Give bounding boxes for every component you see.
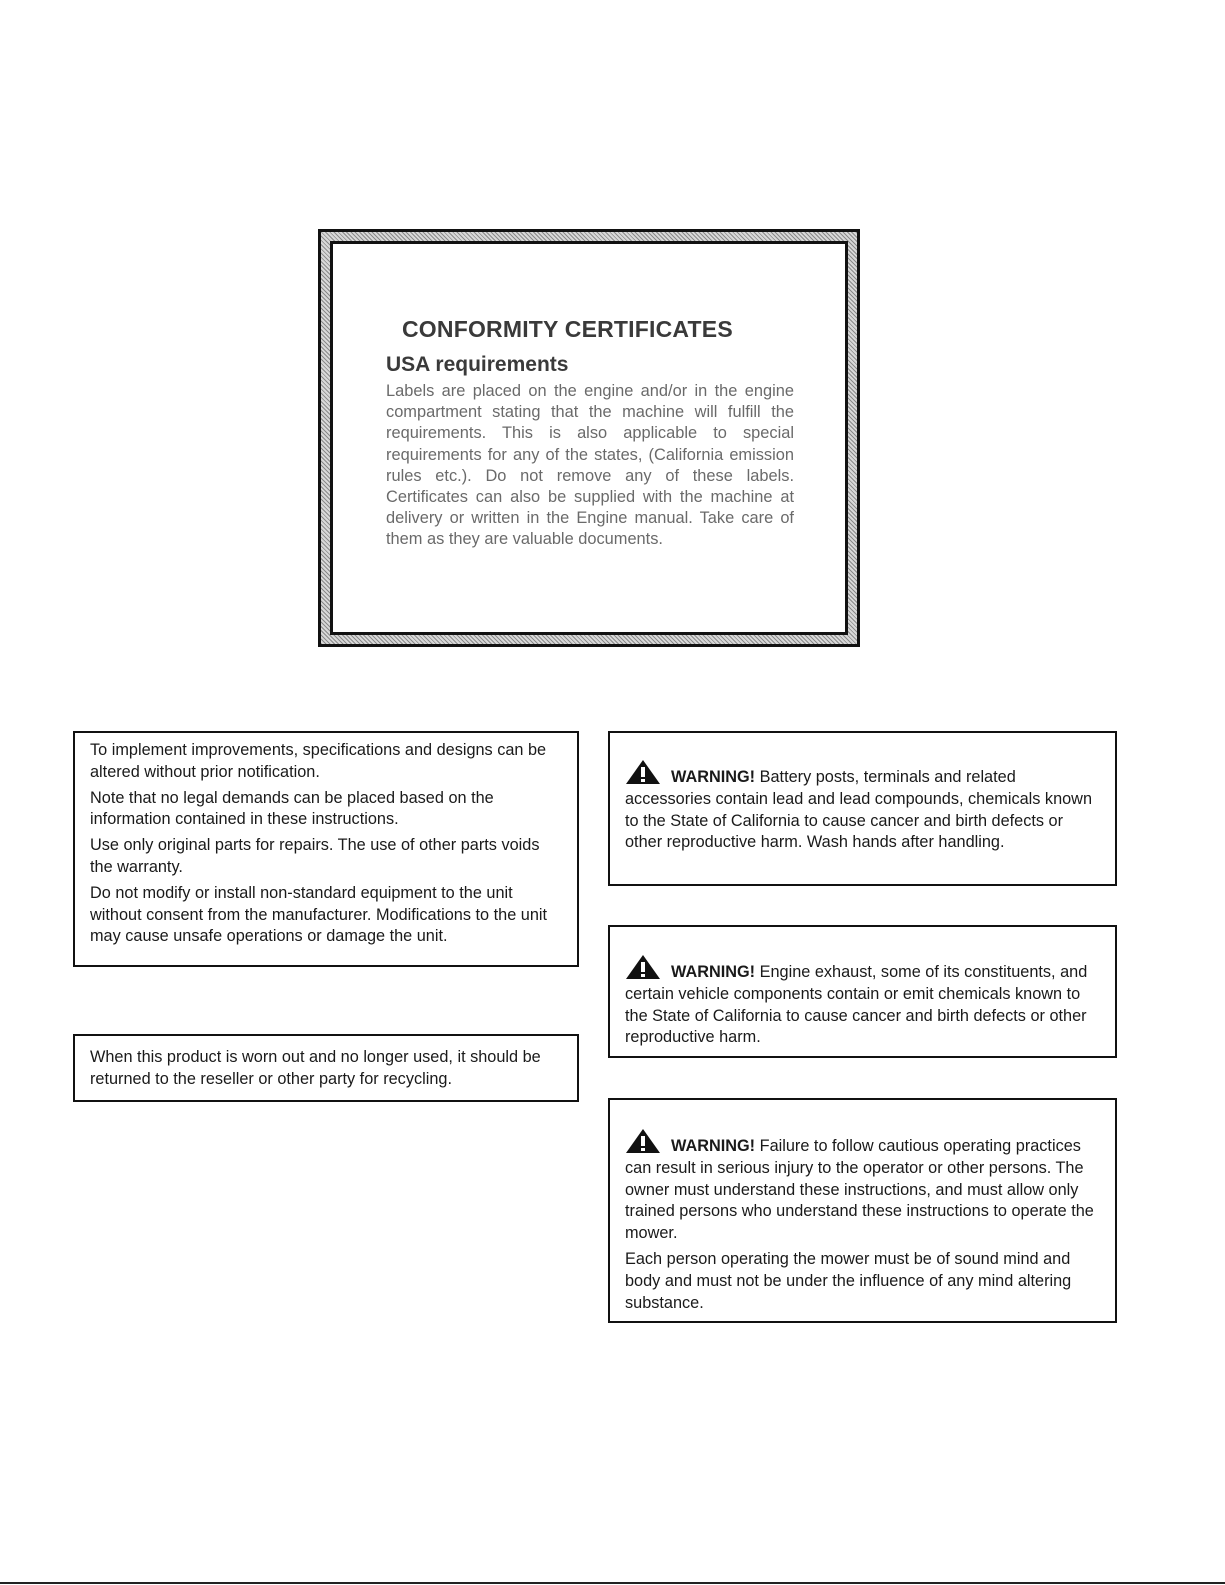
exhaust-warning-box <box>608 925 1117 1058</box>
warning-paragraph <box>625 759 1103 854</box>
certificate-title: CONFORMITY CERTIFICATES <box>402 316 733 342</box>
warning-triangle-icon <box>625 759 661 785</box>
notice-paragraph: Do not modify or install non-standard equipment to the unit without consent from the manufacturer. Modifications to the unit may cause unsafe operations or damage the unit. <box>90 883 548 946</box>
warning-text: Failure to follow cautious operating practices can result in serious injury to the operator or other persons. The owner must understand these instructions, and must allow only trained persons who understand these instructions to operate the mower. <box>625 1137 1094 1243</box>
page-bottom-rule <box>0 1582 1225 1584</box>
warning-label: WARNING! <box>671 768 756 786</box>
warning-extra-paragraph: Each person operating the mower must be of sound mind and body and must not be under the influence of any mind altering substance. <box>625 1249 1072 1312</box>
warning-paragraph <box>625 1128 1103 1245</box>
notice-box <box>73 731 579 967</box>
recycling-box <box>73 1034 579 1102</box>
warning-triangle-icon <box>625 1128 661 1154</box>
notice-paragraph: Use only original parts for repairs. The use of other parts voids the warranty. <box>90 836 540 876</box>
battery-warning-box <box>608 731 1117 886</box>
warning-text: Battery posts, terminals and related accessories contain lead and lead compounds, chemicals known to the State of California to cause cancer and birth defects or other reproductive harm. Wash hands after handling. <box>625 768 1092 852</box>
warning-label: WARNING! <box>671 963 756 981</box>
operating-warning-box <box>608 1098 1117 1323</box>
warning-triangle-icon <box>625 954 661 980</box>
warning-label: WARNING! <box>671 1137 756 1155</box>
notice-paragraph: To implement improvements, specifications and designs can be altered without prior notification. <box>90 741 547 781</box>
certificate-body: Labels are placed on the engine and/or in the engine compartment stating that the machine will fulfill the requirements. This is also applicable to special requirements for any of the states, (California emission rules etc.). Do not remove any of these labels. Certificates can also be supplied with the machine at delivery or written in the Engine manual. Take care of them as they are valuable documents. <box>386 382 794 549</box>
notice-paragraph: Note that no legal demands can be placed based on the information contained in these instructions. <box>90 788 494 829</box>
recycling-text: When this product is worn out and no longer used, it should be returned to the reseller or other party for recycling. <box>90 1048 541 1088</box>
certificate-subtitle: USA requirements <box>386 353 569 376</box>
warning-text: Engine exhaust, some of its constituents, and certain vehicle components contain or emit chemicals known to the State of California to cause cancer and birth defects or other reproductive harm. <box>625 963 1088 1047</box>
warning-paragraph <box>625 954 1103 1049</box>
certificate-content <box>386 313 794 551</box>
